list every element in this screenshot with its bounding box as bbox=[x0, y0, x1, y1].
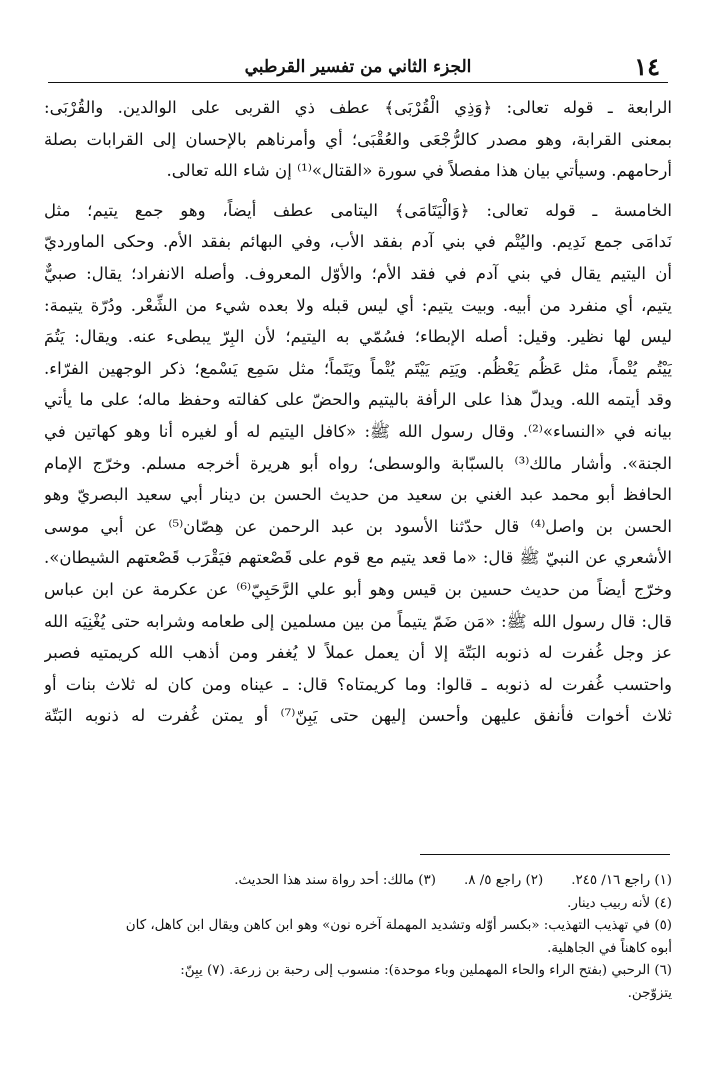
text-line: الرابعة ـ قوله تعالى: ﴿وَذِي الْقُرْبَى﴾ عطف ذي القربى على الوالدين. والقُرْبَى: bbox=[44, 98, 672, 117]
footnote-1: (١) راجع ١٦/ ٢٤٥. bbox=[571, 873, 672, 888]
footnote-4: (٤) لأنه ربيب دينار. bbox=[567, 895, 672, 911]
text-line: الحسن بن واصل⁽⁴⁾ قال حدّثنا الأسود بن عبد الرحمن عن هِصّان⁽⁵⁾ عن أبي موسى bbox=[44, 516, 672, 536]
text-line: الأشعري عن النبيّ ﷺ قال: «ما قعد يتيم مع قوم على قَصْعتهم فيَقْرَب قَصْعتهم الشيطان». bbox=[44, 548, 672, 568]
text-line: وقد أيتمه الله. ويدلّ هذا على الرأفة باليتيم والحضّ على كفالته وحفظ ماله؛ على ما يأتي bbox=[44, 390, 672, 410]
text-line: واحتسب غُفرت له ذنوبه ـ قالوا: وما كريمتاه؟ قال: ـ عيناه ومن كان له ثلاث بنات أو bbox=[44, 674, 672, 694]
text-line: الخامسة ـ قوله تعالى: ﴿وَالْيَتَامَى﴾ اليتامى عطف أيضاً، وهو جمع يتيم؛ مثل bbox=[44, 200, 672, 220]
text-line: وخرّج أيضاً من حديث حسين بن قيس وهو أبو علي الرَّحَبِيّ⁽⁶⁾ عن عكرمة عن ابن عباس bbox=[44, 579, 672, 599]
footnote-3: (٣) مالك: أحد رواة سند هذا الحديث. bbox=[234, 873, 436, 888]
footnote-2: (٢) راجع ٥/ ٨. bbox=[463, 873, 544, 888]
footnotes bbox=[48, 870, 672, 1005]
text-line: الجنة». وأشار مالك⁽³⁾ بالسبّابة والوسطى؛ رواه أبو هريرة أخرجه مسلم. وخرّج الإمام bbox=[44, 453, 672, 473]
text-line: يَيْتُم يُتْماً، مثل عَظُم يَعْظُم. ويَتِم يَيْتَم يُتْماً ويَتَماً؛ مثل سَمِع يَسْمع؛ ذكر الوجهين الفرّاء. bbox=[44, 358, 672, 378]
text-line: أرحامهم. وسيأتي بيان هذا مفصلاً في سورة «القتال»⁽¹⁾ إن شاء الله تعالى. bbox=[166, 161, 672, 181]
footnote-6-line-2: يتزوّجن. bbox=[627, 985, 672, 1001]
footnote-5-line-2: أبوه كاهناً في الجاهلية. bbox=[547, 940, 672, 956]
text-line: أن اليتيم يقال في بني آدم في فقد الأم؛ والأوّل المعروف. وأصله الانفراد؛ يقال: صبيٌّ bbox=[44, 263, 672, 283]
page-header bbox=[48, 50, 668, 83]
footnote-6-line-1: (٦) الرحبي (بفتح الراء والحاء المهملين وباء موحدة): منسوب إلى رحبة بن زرعة. (٧) يبِنّ: bbox=[180, 963, 672, 978]
text-line: قال: قال رسول الله ﷺ: «مَن ضَمّ يتيماً من بين مسلمين إلى طعامه وشرابه حتى يُغْنِيَه الله bbox=[44, 611, 672, 631]
footnote-divider bbox=[420, 854, 670, 855]
footnote-row bbox=[48, 870, 672, 893]
text-line: عز وجل غُفرت له ذنوبه البَتّة إلا أن يعمل عملاً لا يُغفر ومن أذهب الله كريمتيه فصبر bbox=[44, 643, 672, 663]
page-number: ١٤ bbox=[634, 52, 660, 81]
text-line: نَدامَى جمع نَدِيم. واليُتْم في بني آدم بفقد الأب، وفي البهائم بفقد الأم. وحكى الماورديّ bbox=[44, 232, 672, 252]
running-title: الجزء الثاني من تفسير القرطبي bbox=[244, 57, 472, 77]
text-line: بمعنى القرابة، وهو مصدر كالرُّجْعَى والعُقْبَى؛ أي وأمرناهم بالإحسان إلى القرابات بصلة bbox=[44, 129, 672, 149]
footnote-5-line-1: (٥) في تهذيب التهذيب: «بكسر أوّله وتشديد المهملة آخره نون» وهو ابن كاهن ويقال ابن كاهل، كان bbox=[125, 918, 672, 933]
main-text bbox=[44, 92, 672, 732]
text-line: الحافظ أبو محمد عبد الغني بن سعيد من حديث الحسن بن دينار أبي سعيد البصريّ وهو bbox=[44, 485, 672, 505]
text-line: ثلاث أخوات فأنفق عليهن وأحسن إليهن حتى يَبِنّ⁽⁷⁾ أو يمتن غُفرت له ذنوبه البَتّة bbox=[44, 706, 672, 726]
text-line: ليس لها نظير. وقيل: أصله الإبطاء؛ فسُمّي به اليتيم؛ لأن البِرّ يبطىء عنه. ويقال: يَتُمَ bbox=[44, 327, 672, 347]
text-line: يتيم، أي منفرد من أبيه. وبيت يتيم: أي ليس قبله ولا بعده شيء من الشِّعْر. ودُرّة يتيمة: bbox=[44, 295, 672, 315]
text-line: بيانه في «النساء»⁽²⁾. وقال رسول الله ﷺ: «كافل اليتيم له أو لغيره أنا وهو كهاتين في bbox=[44, 421, 672, 441]
